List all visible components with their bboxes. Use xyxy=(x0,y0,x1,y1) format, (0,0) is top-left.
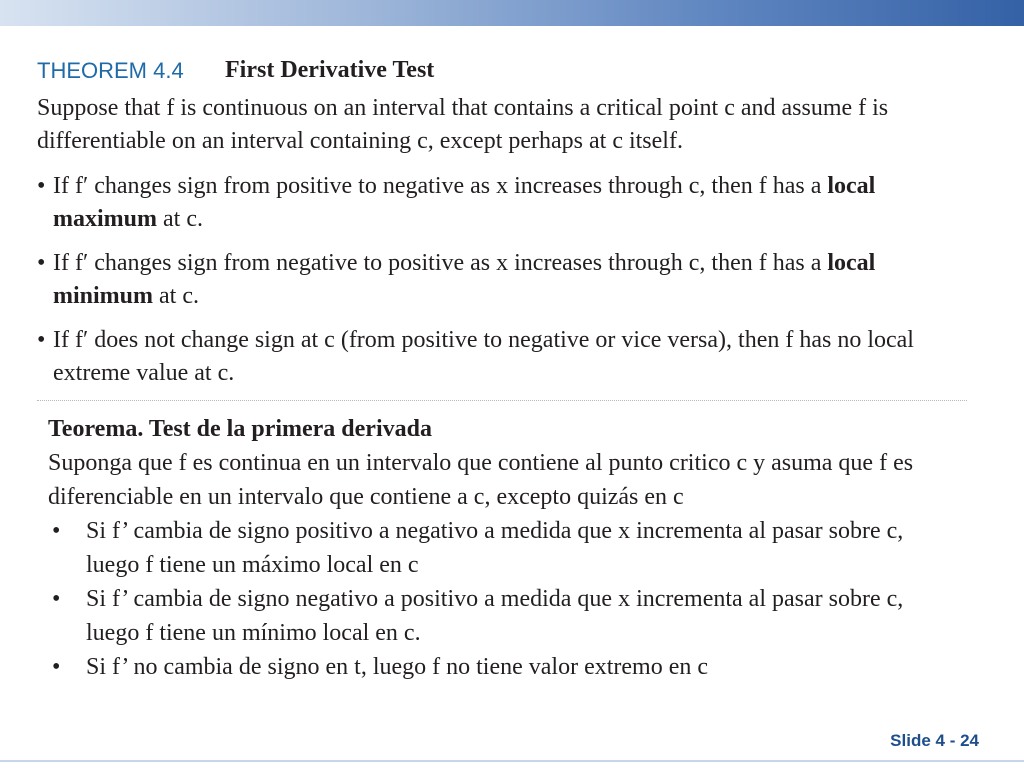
spanish-translation xyxy=(48,412,948,684)
spanish-bullet: • Si f’ cambia de signo negativo a positivo a medida que x incrementa al pasar sobre c, luego f tiene un mínimo local en c. xyxy=(48,582,948,650)
theorem-label: THEOREM 4.4 xyxy=(37,58,184,83)
theorem-bullet-bold: local minimum xyxy=(53,250,876,309)
theorem-bullet xyxy=(37,170,967,236)
spanish-bullet: • Si f’ cambia de signo positivo a negativo a medida que x incrementa al pasar sobre c, luego f tiene un máximo local en c xyxy=(48,514,948,582)
footer-rule xyxy=(0,760,1024,762)
theorem-bullet-list xyxy=(37,170,967,390)
theorem-bullet-text: If f′ changes sign from negative to positive as x increases through c, then f has a xyxy=(53,250,822,276)
theorem-intro: Suppose that f is continuous on an interval that contains a critical point c and assume f is differentiable on an interval containing c, except perhaps at c itself. xyxy=(37,95,889,154)
header-band xyxy=(0,0,1024,26)
theorem-bullet-text: If f′ does not change sign at c (from positive to negative or vice versa), then f has no local extreme value at c. xyxy=(53,327,914,386)
slide-number: Slide 4 - 24 xyxy=(890,731,979,750)
theorem-title: First Derivative Test xyxy=(225,57,435,83)
spanish-bullet: • Si f’ no cambia de signo en t, luego f no tiene valor extremo en c xyxy=(48,650,948,684)
spanish-title: Teorema. Test de la primera derivada xyxy=(48,416,432,442)
theorem-header xyxy=(37,56,967,92)
spanish-intro: Suponga que f es continua en un intervalo que contiene al punto critico c y asuma que f es diferenciable en un intervalo que contiene a c, excepto quizás en c xyxy=(48,450,914,510)
section-divider xyxy=(37,400,967,401)
theorem-bullet xyxy=(37,247,967,313)
theorem-bullet-tail: at c. xyxy=(153,283,199,309)
theorem-bullet-bold: local maximum xyxy=(53,173,876,232)
theorem-bullet xyxy=(37,324,967,390)
theorem-box xyxy=(37,56,967,401)
spanish-bullet-list xyxy=(48,514,948,684)
theorem-bullet-tail: at c. xyxy=(157,206,203,232)
theorem-bullet-text: If f′ changes sign from positive to negative as x increases through c, then f has a xyxy=(53,173,822,199)
